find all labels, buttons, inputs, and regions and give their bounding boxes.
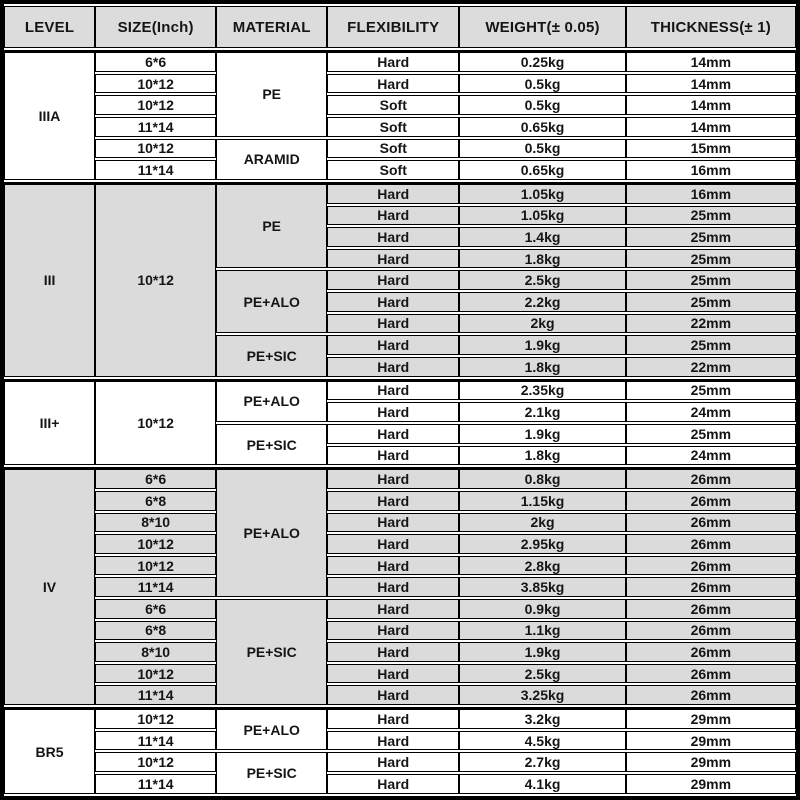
flexibility-cell: Hard [327, 270, 459, 290]
material-cell: PE+SIC [216, 752, 327, 794]
material-cell: PE+ALO [216, 270, 327, 333]
thickness-cell: 15mm [626, 139, 796, 159]
size-cell: 8*10 [95, 513, 216, 533]
weight-cell: 0.5kg [459, 139, 625, 159]
thickness-cell: 29mm [626, 731, 796, 751]
flexibility-cell: Hard [327, 685, 459, 705]
thickness-cell: 29mm [626, 707, 796, 729]
table-row [4, 379, 796, 401]
flexibility-cell: Hard [327, 513, 459, 533]
material-cell: PE+SIC [216, 599, 327, 705]
size-cell: 6*8 [95, 621, 216, 641]
thickness-cell: 26mm [626, 513, 796, 533]
column-header-level: LEVEL [4, 6, 95, 48]
table-row [4, 182, 796, 204]
weight-cell: 1.9kg [459, 335, 625, 355]
thickness-cell: 29mm [626, 774, 796, 794]
weight-cell: 2.2kg [459, 292, 625, 312]
flexibility-cell: Hard [327, 446, 459, 466]
level-cell: III+ [4, 379, 95, 466]
thickness-cell: 14mm [626, 50, 796, 72]
thickness-cell: 24mm [626, 402, 796, 422]
material-cell: PE [216, 182, 327, 269]
flexibility-cell: Hard [327, 491, 459, 511]
flexibility-cell: Hard [327, 357, 459, 377]
flexibility-cell: Soft [327, 95, 459, 115]
weight-cell: 1.8kg [459, 446, 625, 466]
weight-cell: 1.15kg [459, 491, 625, 511]
flexibility-cell: Hard [327, 599, 459, 619]
table-row [4, 139, 796, 159]
flexibility-cell: Hard [327, 335, 459, 355]
weight-cell: 1.4kg [459, 227, 625, 247]
weight-cell: 1.1kg [459, 621, 625, 641]
flexibility-cell: Hard [327, 621, 459, 641]
flexibility-cell: Hard [327, 227, 459, 247]
flexibility-cell: Soft [327, 160, 459, 180]
size-cell: 10*12 [95, 664, 216, 684]
level-cell: BR5 [4, 707, 95, 794]
thickness-cell: 26mm [626, 467, 796, 489]
size-cell: 6*6 [95, 467, 216, 489]
weight-cell: 0.65kg [459, 160, 625, 180]
weight-cell: 2.95kg [459, 534, 625, 554]
weight-cell: 2kg [459, 314, 625, 334]
thickness-cell: 26mm [626, 664, 796, 684]
weight-cell: 1.8kg [459, 357, 625, 377]
level-cell: III [4, 182, 95, 377]
weight-cell: 2.35kg [459, 379, 625, 401]
table-row [4, 685, 796, 705]
flexibility-cell: Hard [327, 707, 459, 729]
thickness-cell: 25mm [626, 270, 796, 290]
table-row [4, 752, 796, 772]
flexibility-cell: Hard [327, 752, 459, 772]
flexibility-cell: Hard [327, 467, 459, 489]
thickness-cell: 26mm [626, 621, 796, 641]
thickness-cell: 26mm [626, 685, 796, 705]
weight-cell: 2.7kg [459, 752, 625, 772]
flexibility-cell: Hard [327, 379, 459, 401]
thickness-cell: 25mm [626, 292, 796, 312]
size-cell: 10*12 [95, 139, 216, 159]
table-row [4, 534, 796, 554]
table-row [4, 50, 796, 72]
weight-cell: 0.8kg [459, 467, 625, 489]
weight-cell: 1.9kg [459, 424, 625, 444]
flexibility-cell: Hard [327, 556, 459, 576]
column-header-size-inch: SIZE(Inch) [95, 6, 216, 48]
weight-cell: 3.25kg [459, 685, 625, 705]
thickness-cell: 25mm [626, 379, 796, 401]
table-row [4, 774, 796, 794]
weight-cell: 2.5kg [459, 270, 625, 290]
size-cell: 6*8 [95, 491, 216, 511]
size-cell: 10*12 [95, 74, 216, 94]
flexibility-cell: Hard [327, 292, 459, 312]
table-row [4, 707, 796, 729]
thickness-cell: 25mm [626, 206, 796, 226]
weight-cell: 0.9kg [459, 599, 625, 619]
material-cell: PE+ALO [216, 707, 327, 750]
thickness-cell: 14mm [626, 117, 796, 137]
material-cell: PE+ALO [216, 379, 327, 422]
thickness-cell: 16mm [626, 182, 796, 204]
spec-table-body [4, 50, 796, 794]
weight-cell: 2.8kg [459, 556, 625, 576]
flexibility-cell: Hard [327, 206, 459, 226]
level-cell: IV [4, 467, 95, 705]
size-cell: 10*12 [95, 556, 216, 576]
weight-cell: 1.05kg [459, 206, 625, 226]
column-header-material: MATERIAL [216, 6, 327, 48]
column-header-thickness-1: THICKNESS(± 1) [626, 6, 796, 48]
table-row [4, 731, 796, 751]
weight-cell: 0.5kg [459, 74, 625, 94]
table-row [4, 642, 796, 662]
size-cell: 10*12 [95, 707, 216, 729]
material-cell: PE [216, 50, 327, 137]
thickness-cell: 26mm [626, 534, 796, 554]
weight-cell: 1.9kg [459, 642, 625, 662]
size-cell: 11*14 [95, 117, 216, 137]
flexibility-cell: Hard [327, 642, 459, 662]
table-row [4, 160, 796, 180]
thickness-cell: 25mm [626, 249, 796, 269]
weight-cell: 0.5kg [459, 95, 625, 115]
weight-cell: 1.8kg [459, 249, 625, 269]
size-cell: 11*14 [95, 774, 216, 794]
size-cell: 10*12 [95, 379, 216, 466]
flexibility-cell: Hard [327, 774, 459, 794]
table-row [4, 74, 796, 94]
flexibility-cell: Hard [327, 402, 459, 422]
spec-table-header [4, 6, 796, 48]
weight-cell: 3.85kg [459, 577, 625, 597]
weight-cell: 2.5kg [459, 664, 625, 684]
flexibility-cell: Hard [327, 182, 459, 204]
size-cell: 6*6 [95, 599, 216, 619]
table-row [4, 599, 796, 619]
table-row [4, 513, 796, 533]
size-cell: 8*10 [95, 642, 216, 662]
flexibility-cell: Hard [327, 664, 459, 684]
size-cell: 10*12 [95, 95, 216, 115]
table-row [4, 117, 796, 137]
thickness-cell: 16mm [626, 160, 796, 180]
thickness-cell: 25mm [626, 424, 796, 444]
material-cell: PE+ALO [216, 467, 327, 597]
thickness-cell: 26mm [626, 556, 796, 576]
thickness-cell: 22mm [626, 357, 796, 377]
thickness-cell: 14mm [626, 74, 796, 94]
thickness-cell: 26mm [626, 642, 796, 662]
size-cell: 11*14 [95, 731, 216, 751]
thickness-cell: 29mm [626, 752, 796, 772]
thickness-cell: 24mm [626, 446, 796, 466]
weight-cell: 1.05kg [459, 182, 625, 204]
table-row [4, 467, 796, 489]
level-cell: IIIA [4, 50, 95, 180]
material-cell: PE+SIC [216, 424, 327, 465]
table-row [4, 95, 796, 115]
size-cell: 10*12 [95, 182, 216, 377]
flexibility-cell: Hard [327, 534, 459, 554]
flexibility-cell: Hard [327, 577, 459, 597]
table-row [4, 577, 796, 597]
weight-cell: 3.2kg [459, 707, 625, 729]
flexibility-cell: Hard [327, 314, 459, 334]
material-cell: PE+SIC [216, 335, 327, 376]
flexibility-cell: Soft [327, 117, 459, 137]
thickness-cell: 26mm [626, 491, 796, 511]
flexibility-cell: Hard [327, 249, 459, 269]
thickness-cell: 14mm [626, 95, 796, 115]
table-row [4, 621, 796, 641]
size-cell: 11*14 [95, 160, 216, 180]
size-cell: 6*6 [95, 50, 216, 72]
weight-cell: 0.25kg [459, 50, 625, 72]
size-cell: 11*14 [95, 577, 216, 597]
thickness-cell: 26mm [626, 599, 796, 619]
weight-cell: 0.65kg [459, 117, 625, 137]
column-header-flexibility: FLEXIBILITY [327, 6, 459, 48]
flexibility-cell: Soft [327, 139, 459, 159]
table-row [4, 664, 796, 684]
weight-cell: 2.1kg [459, 402, 625, 422]
size-cell: 10*12 [95, 752, 216, 772]
material-cell: ARAMID [216, 139, 327, 180]
thickness-cell: 25mm [626, 227, 796, 247]
size-cell: 10*12 [95, 534, 216, 554]
column-header-weight-0-05: WEIGHT(± 0.05) [459, 6, 625, 48]
weight-cell: 2kg [459, 513, 625, 533]
table-row [4, 491, 796, 511]
flexibility-cell: Hard [327, 731, 459, 751]
thickness-cell: 25mm [626, 335, 796, 355]
weight-cell: 4.5kg [459, 731, 625, 751]
size-cell: 11*14 [95, 685, 216, 705]
thickness-cell: 22mm [626, 314, 796, 334]
weight-cell: 4.1kg [459, 774, 625, 794]
table-row [4, 556, 796, 576]
flexibility-cell: Hard [327, 424, 459, 444]
flexibility-cell: Hard [327, 50, 459, 72]
flexibility-cell: Hard [327, 74, 459, 94]
thickness-cell: 26mm [626, 577, 796, 597]
